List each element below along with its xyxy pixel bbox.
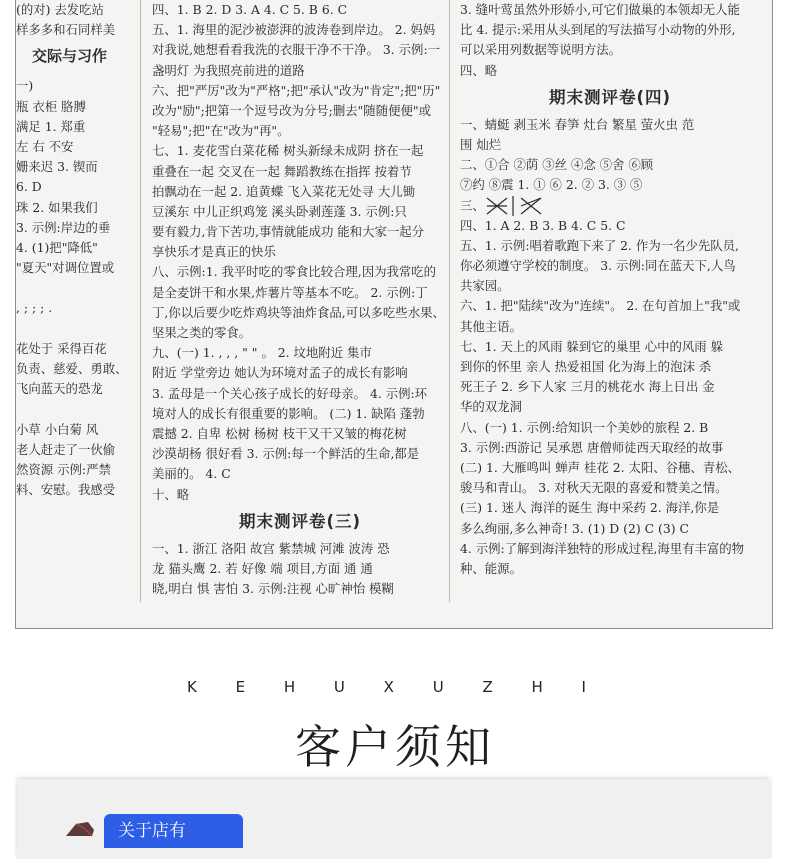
text-line: 你必须遵守学校的制度。 3. 示例:同在蓝天下,人鸟 xyxy=(460,258,736,274)
text-line: 骏马和青山。 3. 对秋天无限的喜爱和赞美之情。 xyxy=(460,480,728,496)
text-line: 享快乐才是真正的快乐 xyxy=(152,244,276,260)
text-line: "轻易";把"在"改为"再"。 xyxy=(152,123,290,139)
tab-about-store[interactable]: 关于店有 xyxy=(104,814,243,848)
section-title: 客户须知 xyxy=(295,720,495,774)
text-line: 七、1. 天上的风雨 躲到它的巢里 心中的风雨 躲 xyxy=(460,338,723,354)
text-line: 美丽的。 4. C xyxy=(152,466,231,482)
text-line: 花处于 采得百花 xyxy=(16,340,107,356)
text-line: 重叠在一起 交叉在一起 舞蹈教练在指挥 按着节 xyxy=(152,163,412,179)
text-line: 坚果之类的零食。 xyxy=(152,325,252,340)
answer-column-left xyxy=(16,0,138,602)
text-line xyxy=(16,319,138,339)
text-line: 一、蜻蜓 剥玉米 春笋 灶台 繁星 萤火虫 范 xyxy=(460,116,695,132)
text-line: 可以采用列数据等说明方法。 xyxy=(460,42,622,58)
text-line: 6. D xyxy=(16,179,42,195)
text-line: 姗来迟 3. 锲而 xyxy=(16,159,98,175)
text-line xyxy=(16,399,138,419)
text-line xyxy=(16,278,138,298)
text-line: 3. 缝叶莺虽然外形娇小,可它们做巢的本领却无人能 xyxy=(460,2,740,17)
text-line: 飞向蓝天的恐龙 xyxy=(16,381,103,397)
text-line: 附近 学堂旁边 她认为环境对孟子的成长有影响 xyxy=(152,365,408,381)
text-line: 三、 xyxy=(460,196,760,216)
text-line: 六、1. 把"陆续"改为"连续"。 2. 在句首加上"我"或 xyxy=(460,298,741,314)
text-line: 4. (1)把"降低" xyxy=(16,239,98,255)
answer-key-scan xyxy=(15,0,773,629)
text-line: 沙漠胡杨 很好看 3. 示例:每一个鲜活的生命,都是 xyxy=(152,446,420,462)
text-line: 四、1. A 2. B 3. B 4. C 5. C xyxy=(460,217,626,233)
text-line: 满足 1. 郑重 xyxy=(16,118,86,134)
text-line: 瓶 衣柜 胳膊 xyxy=(16,98,86,114)
text-line: 八、示例:1. 我平时吃的零食比较合理,因为我常吃的 xyxy=(152,264,437,280)
text-line: (二) 1. 大雁鸣叫 蝉声 桂花 2. 太阳、谷穗、青松、 xyxy=(460,459,740,475)
column-divider xyxy=(140,0,141,602)
text-line: 五、1. 海里的泥沙被澎湃的波涛卷到岸边。 2. 妈妈 xyxy=(152,22,436,38)
text-line: 九、(一) 1. , , , " " 。 2. 坟地附近 集市 xyxy=(152,345,372,361)
column-divider xyxy=(449,0,450,602)
text-line: 小草 小白菊 风 xyxy=(16,421,99,437)
text-line: 珠 2. 如果我们 xyxy=(16,199,98,215)
text-line: 然资源 示例:严禁 xyxy=(16,461,111,477)
answer-column-middle xyxy=(152,0,448,602)
text-line: 六、把"严厉"改为"严格";把"承认"改为"肯定";把"历" xyxy=(152,82,441,98)
text-line: 丁,你以后要少吃炸鸡块等油炸食品,可以多吃些水果、 xyxy=(152,304,445,320)
text-line: 八、(一) 1. 示例:给知识一个美妙的旅程 2. B xyxy=(460,419,709,435)
text-line: 华的双龙洞 xyxy=(460,399,522,415)
text-line: 盏明灯 为我照亮前进的道路 xyxy=(152,62,305,78)
store-icon xyxy=(62,818,98,838)
text-line: 改为"励";把第一个逗号改为分号;删去"随随便便"或 xyxy=(152,102,431,118)
text-line: 一) xyxy=(16,78,34,94)
text-line: 左 右 不安 xyxy=(16,138,74,154)
section-pinyin: K E H U X U Z H I xyxy=(187,678,603,696)
text-line: 是全麦饼干和水果,炸薯片等基本不吃。 2. 示例:丁 xyxy=(152,284,428,300)
text-line: 料、安慰。我感受 xyxy=(16,482,116,498)
text-line: 比 4. 提示:采用从头到尾的写法描写小动物的外形, xyxy=(460,22,736,38)
text-line: 七、1. 麦花雪白菜花稀 树头新绿未成阴 挤在一起 xyxy=(152,143,424,159)
text-line: 死王子 2. 乡下人家 三月的桃花水 海上日出 金 xyxy=(460,379,715,395)
answer-column-right xyxy=(460,0,760,602)
text-line: 共家园。 xyxy=(460,278,510,294)
text-line: (的对) 去发吃站 xyxy=(16,2,104,17)
text-line: 境对人的成长有很重要的影响。 (二) 1. 缺陷 蓬勃 xyxy=(152,405,425,421)
text-line: 晓,明白 惧 害怕 3. 示例:注视 心旷神怡 模糊 xyxy=(152,581,394,597)
text-line: 种、能源。 xyxy=(460,560,522,576)
text-line: , ; ; ; . xyxy=(16,300,53,316)
exam-title: 期末测评卷(四) xyxy=(548,87,672,107)
text-line: 3. 示例:岸边的垂 xyxy=(16,219,111,235)
section-heading: 交际与习作 xyxy=(32,47,108,66)
text-line: 到你的怀里 亲人 热爱祖国 化为海上的泡沫 杀 xyxy=(460,359,712,374)
text-line: "夏天"对调位置或 xyxy=(16,260,115,276)
text-line: 龙 猫头鹰 2. 若 好像 端 项目,方面 通 通 xyxy=(152,560,373,576)
text-line: 老人赶走了一伙偷 xyxy=(16,441,116,457)
text-line: 四、1. B 2. D 3. A 4. C 5. B 6. C xyxy=(152,2,348,17)
matching-lines-icon xyxy=(485,196,545,216)
text-line: 对我说,她想看看我洗的衣服干净不干净。 3. 示例:一 xyxy=(152,42,441,58)
text-line: 3. 示例:西游记 吴承恩 唐僧师徒西天取经的故事 xyxy=(460,439,724,455)
text-line: 豆溪东 中儿正织鸡笼 溪头卧剥莲蓬 3. 示例:只 xyxy=(152,203,407,219)
text-line: 二、①合 ②荫 ③丝 ④念 ⑤舍 ⑥顾 xyxy=(460,157,654,173)
text-line: 拍飘动在一起 2. 追黄蝶 飞入菜花无处寻 大儿锄 xyxy=(152,183,415,199)
text-line: 多么绚丽,多么神奇! 3. (1) D (2) C (3) C xyxy=(460,520,689,536)
text-line: 3. 孟母是一个关心孩子成长的好母亲。 4. 示例:环 xyxy=(152,385,428,401)
text-line: 负责、慈爱、勇敢、 xyxy=(16,361,128,376)
text-line: 4. 示例:了解到海洋独特的形成过程,海里有丰富的物 xyxy=(460,540,745,556)
text-line: 四、略 xyxy=(460,62,498,78)
text-line: 十、略 xyxy=(152,486,190,502)
text-line: 一、1. 浙江 洛阳 故宫 紫禁城 河滩 波涛 恐 xyxy=(152,540,390,556)
text-line: 五、1. 示例:唱着歌跑下来了 2. 作为一名少先队员, xyxy=(460,237,739,253)
text-line: ⑦约 ⑧震 1. ① ⑥ 2. ② 3. ③ ⑤ xyxy=(460,177,643,193)
exam-title: 期末测评卷(三) xyxy=(238,511,362,531)
text-line: 围 灿烂 xyxy=(460,136,502,152)
text-line: 要有毅力,肯下苦功,事情就能成功 能和大家一起分 xyxy=(152,224,425,240)
text-line: 其他主语。 xyxy=(460,318,522,334)
text-line: 样多多和石同样美 xyxy=(16,22,116,38)
text-line: (三) 1. 迷人 海洋的诞生 海中采药 2. 海洋,你是 xyxy=(460,500,720,516)
text-line: 震撼 2. 自卑 松树 杨树 枝干又干又皱的梅花树 xyxy=(152,425,407,441)
